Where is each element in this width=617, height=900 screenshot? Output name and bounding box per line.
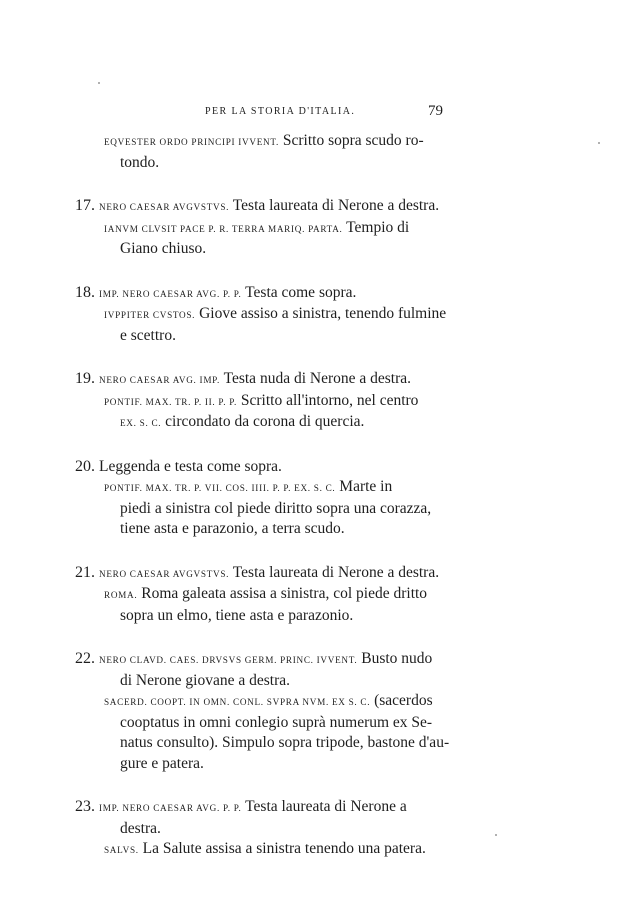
description: Testa laureata di Nerone a bbox=[241, 798, 407, 815]
entry-continued bbox=[80, 131, 452, 173]
legend: NERO CAESAR AVGVSTVS. bbox=[99, 568, 230, 579]
entry-number: 18. bbox=[75, 283, 95, 301]
reverse-line bbox=[80, 584, 452, 606]
entry-21 bbox=[75, 563, 452, 627]
legend: NERO CAESAR AVGVSTVS. bbox=[99, 202, 230, 212]
scan-speck bbox=[598, 142, 600, 144]
legend: IANVM CLVSIT PACE P. R. TERRA MARIQ. PARTA. bbox=[104, 223, 343, 234]
obverse-line bbox=[75, 649, 452, 671]
entry-20 bbox=[75, 457, 452, 540]
description: destra. bbox=[120, 819, 161, 837]
description: Scritto sopra scudo ro- bbox=[278, 132, 424, 149]
obverse-line bbox=[75, 563, 452, 585]
entry-number: 21. bbox=[75, 563, 95, 581]
description: e scettro. bbox=[120, 326, 176, 344]
page-number: 79 bbox=[428, 103, 443, 119]
legend: SALVS. bbox=[104, 845, 139, 855]
description: Scritto all'intorno, nel centro bbox=[237, 391, 419, 409]
continuation-line bbox=[80, 754, 452, 775]
continuation-line bbox=[80, 819, 452, 840]
description: (sacerdos bbox=[370, 692, 433, 709]
continuation-line bbox=[80, 499, 452, 520]
entry-number: 19. bbox=[75, 370, 95, 387]
continuation-line bbox=[80, 326, 452, 347]
continuation-line bbox=[80, 519, 452, 540]
reverse-line bbox=[80, 304, 452, 326]
legend: IMP. NERO CAESAR AVG. P. P. bbox=[99, 288, 242, 299]
description: Giano chiuso. bbox=[120, 240, 207, 257]
reverse-line bbox=[80, 691, 452, 713]
reverse-line bbox=[80, 391, 452, 413]
legend: IVPPITER CVSTOS. bbox=[104, 310, 196, 320]
description: Testa laureata di Nerone a destra. bbox=[229, 197, 440, 214]
description: cooptatus in omni conlegio suprà numerum ex Se- bbox=[120, 713, 433, 731]
entry-19 bbox=[75, 369, 452, 434]
obverse-line bbox=[75, 457, 452, 478]
reverse-line bbox=[80, 131, 452, 153]
description: Marte in bbox=[335, 478, 393, 495]
description: gure e patera. bbox=[120, 754, 204, 772]
description: circondato da corona di quercia. bbox=[161, 413, 365, 430]
legend: SACERD. COOPT. IN OMN. CONL. SVPRA NVM. EX S. C. bbox=[104, 697, 371, 707]
page-header bbox=[0, 104, 617, 124]
entry-number: 17. bbox=[75, 197, 95, 214]
obverse-line bbox=[75, 369, 452, 391]
scan-speck bbox=[495, 834, 497, 836]
reverse-line bbox=[80, 477, 452, 499]
description: Testa laureata di Nerone a destra. bbox=[229, 563, 440, 581]
continuation-line bbox=[80, 713, 452, 734]
description: tiene asta e parazonio, a terra scudo. bbox=[120, 520, 345, 537]
entry-23 bbox=[75, 797, 452, 861]
legend: IMP. NERO CAESAR AVG. P. P. bbox=[99, 803, 242, 813]
entry-17 bbox=[75, 196, 452, 260]
obverse-line bbox=[75, 797, 452, 819]
entry-number: 20. bbox=[75, 457, 95, 475]
reverse-line bbox=[80, 218, 452, 240]
legend: PONTIF. MAX. TR. P. II. P. P. bbox=[104, 396, 237, 407]
description: Tempio di bbox=[342, 218, 410, 236]
coin-entries bbox=[75, 131, 452, 861]
description: Roma galeata assisa a sinistra, col piede dritto bbox=[137, 585, 428, 602]
continuation-line bbox=[80, 412, 452, 434]
description: sopra un elmo, tiene asta e parazonio. bbox=[120, 606, 354, 624]
legend: NERO CLAVD. CAES. DRVSVS GERM. PRINC. IVVENT. bbox=[99, 655, 358, 665]
continuation-line bbox=[80, 153, 452, 174]
entry-18 bbox=[75, 283, 452, 347]
scan-speck bbox=[98, 82, 100, 84]
running-title: PER LA STORIA D'ITALIA. bbox=[205, 106, 356, 117]
reverse-line bbox=[80, 839, 452, 861]
entry-number: 22. bbox=[75, 650, 95, 667]
description: natus consulto). Simpulo sopra tripode, bastone d'au- bbox=[120, 734, 450, 751]
obverse-line bbox=[75, 196, 452, 218]
description: di Nerone giovane a destra. bbox=[120, 671, 291, 689]
description: Testa nuda di Nerone a destra. bbox=[219, 370, 412, 387]
continuation-line bbox=[80, 606, 452, 627]
legend: EQVESTER ORDO PRINCIPI IVVENT. bbox=[104, 137, 279, 147]
obverse-line bbox=[75, 283, 452, 305]
legend: ROMA. bbox=[104, 590, 138, 600]
legend: EX. S. C. bbox=[120, 418, 162, 428]
entry-number: 23. bbox=[75, 798, 95, 815]
description: Testa come sopra. bbox=[241, 283, 357, 301]
description: Giove assiso a sinistra, tenendo fulmine bbox=[195, 305, 447, 322]
description: La Salute assisa a sinistra tenendo una patera. bbox=[138, 840, 426, 857]
description: piedi a sinistra col piede diritto sopra una corazza, bbox=[120, 499, 432, 517]
continuation-line bbox=[80, 733, 452, 754]
continuation-line bbox=[80, 239, 452, 260]
description: Busto nudo bbox=[357, 650, 433, 667]
description: Leggenda e testa come sopra. bbox=[99, 457, 282, 475]
legend: PONTIF. MAX. TR. P. VII. COS. IIII. P. P. EX. S. C. bbox=[104, 483, 336, 493]
continuation-line bbox=[80, 671, 452, 692]
description: tondo. bbox=[120, 153, 160, 171]
legend: NERO CAESAR AVG. IMP. bbox=[99, 375, 220, 385]
entry-22 bbox=[75, 649, 452, 774]
